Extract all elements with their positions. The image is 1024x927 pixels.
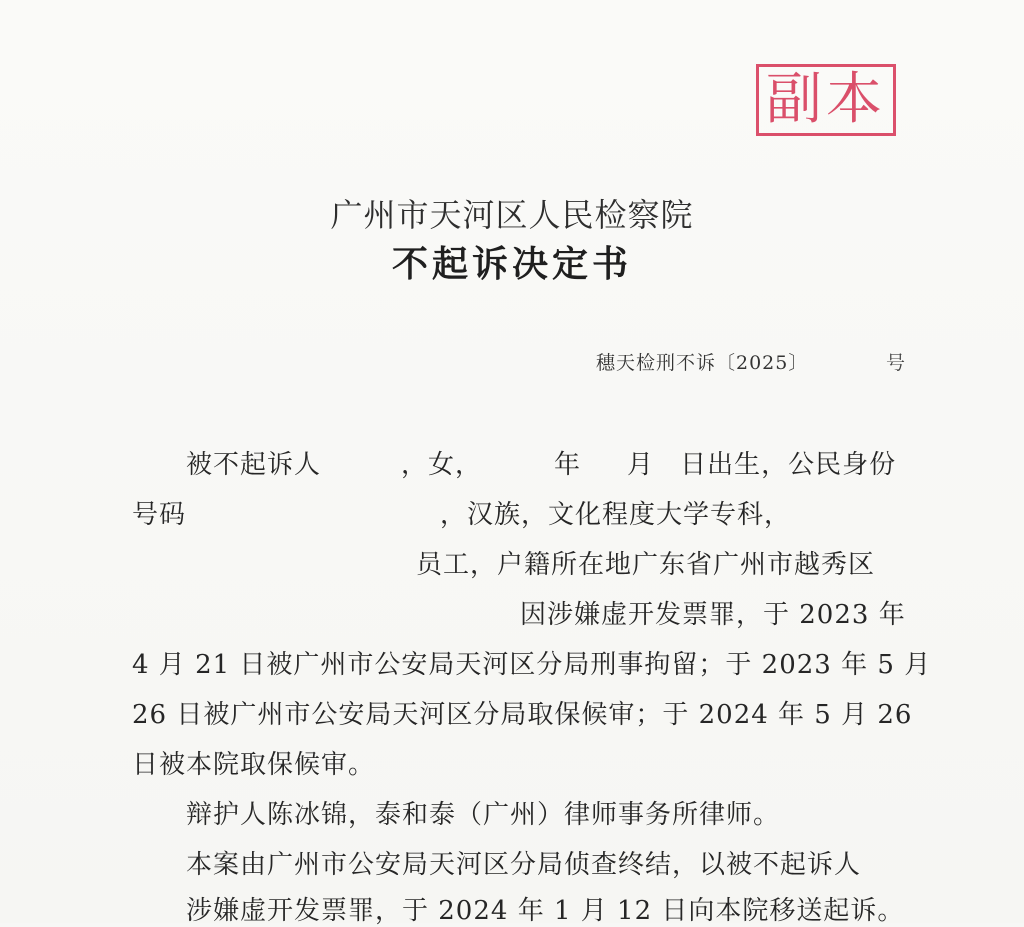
line2-part-b: ，汉族，文化程度大学专科， [440, 500, 792, 530]
defender-line: 辩护人陈冰锦，泰和泰（广州）律师事务所律师。 [186, 800, 781, 830]
copy-stamp [756, 64, 896, 136]
body-line-7: 日被本院取保候审。 [132, 750, 376, 780]
line1-part-a: 被不起诉人 [186, 450, 322, 480]
case-line-2: 涉嫌虚开发票罪，于 2024 年 1 月 12 日向本院移送起诉。 [186, 896, 905, 926]
organization-name: 广州市天河区人民检察院 [330, 196, 694, 234]
document-number-suffix: 号 [886, 352, 906, 374]
body-line-5: 4 月 21 日被广州市公安局天河区分局刑事拘留；于 2023 年 5 月 [132, 650, 932, 680]
body-line-3 [416, 544, 875, 581]
copy-stamp-text: 副本 [766, 67, 886, 132]
line4-part-a: 因涉嫌虚开发票罪，于 2023 年 [520, 600, 906, 630]
line2-part-a: 号码 [132, 500, 187, 530]
line1-part-b: ，女， [401, 450, 483, 480]
body-line-2 [132, 494, 791, 531]
line1-part-d: 月 [627, 450, 655, 480]
document-title: 不起诉决定书 [391, 243, 632, 285]
document-number: 穗天检刑不诉〔2025〕 [596, 352, 809, 374]
case-line-1: 本案由广州市公安局天河区分局侦查终结，以被不起诉人 [186, 850, 862, 880]
line1-part-e: 日出生，公民身份 [680, 450, 897, 480]
line1-part-c: 年 [554, 450, 582, 480]
body-line-4 [520, 594, 906, 631]
line3-part-a: 员工，户籍所在地广东省广州市越秀区 [416, 550, 876, 580]
body-line-6: 26 日被广州市公安局天河区分局取保候审；于 2024 年 5 月 26 [132, 700, 913, 730]
body-line-1 [186, 444, 896, 481]
